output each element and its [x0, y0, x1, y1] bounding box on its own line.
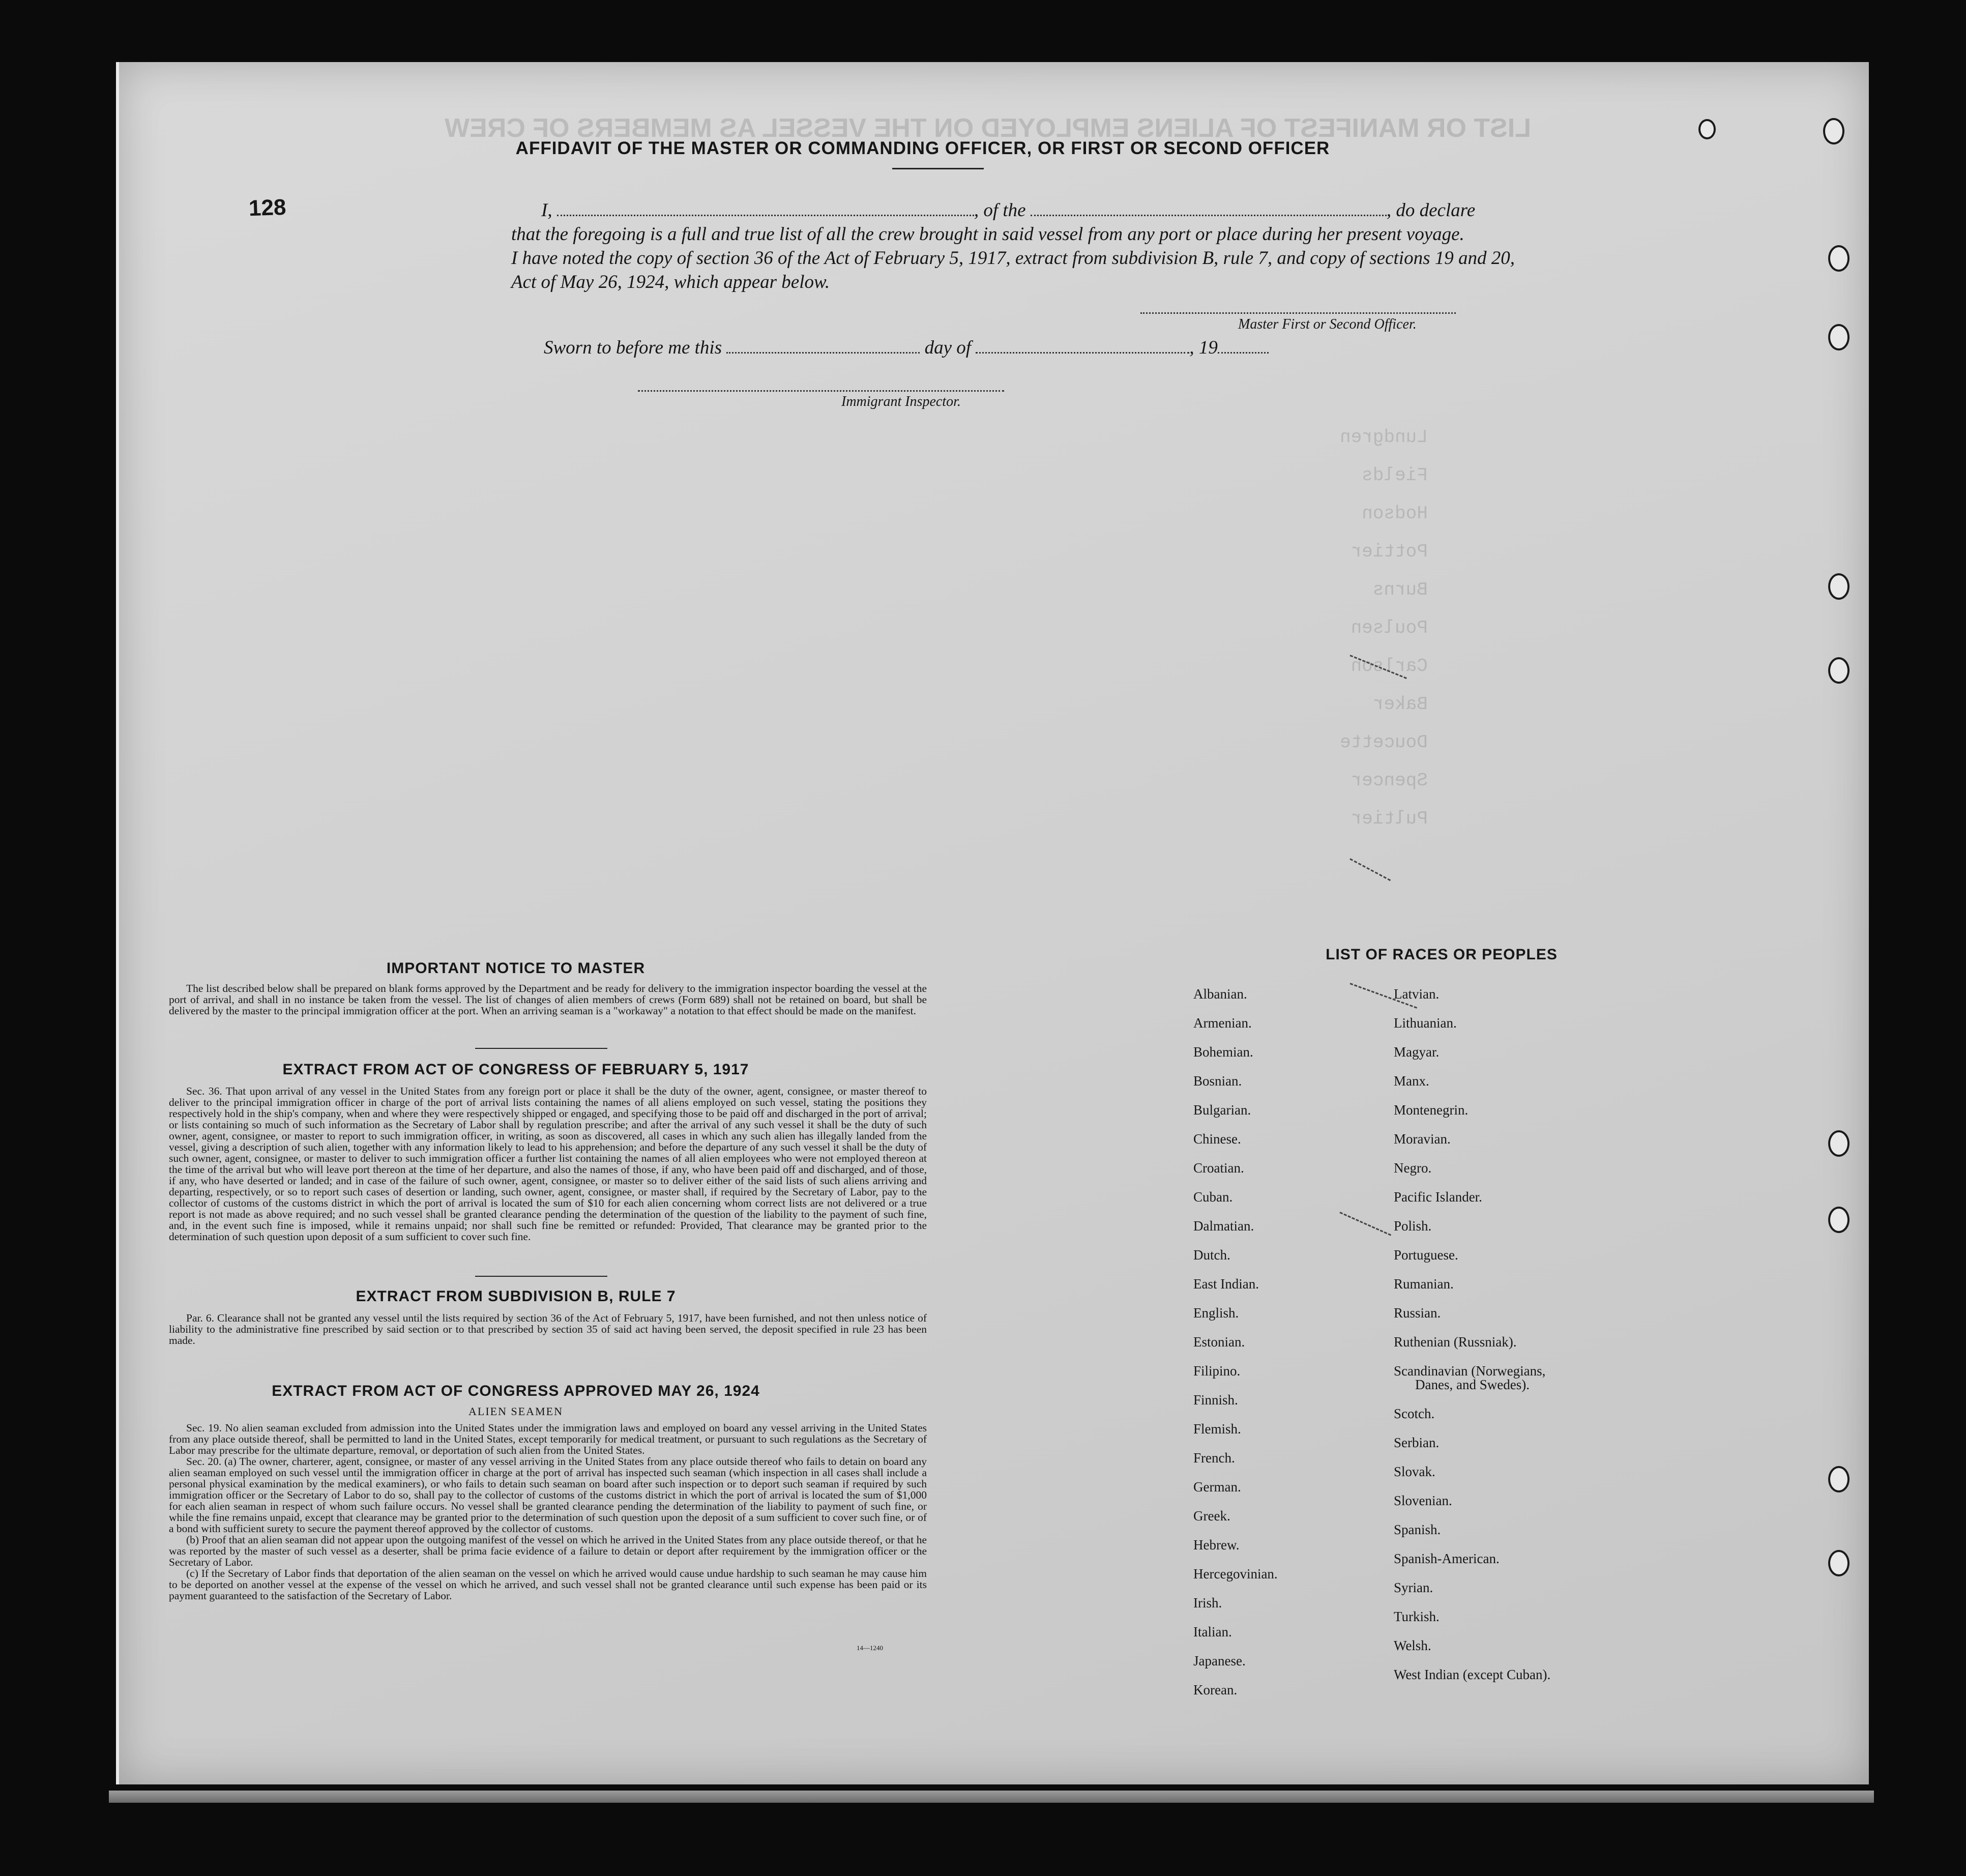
race-item: Spanish-American. [1394, 1551, 1500, 1566]
race-item: Portuguese. [1394, 1247, 1458, 1263]
notice-text [169, 983, 927, 1016]
race-item: Croatian. [1193, 1160, 1244, 1176]
sworn-label: Sworn to before me this [544, 337, 722, 358]
binder-hole [1828, 1550, 1850, 1576]
binder-hole [1828, 1130, 1850, 1157]
par-6-paragraph: Par. 6. Clearance shall not be granted any vessel until the lists required by section 36 of the Act of February 5, 1917, have been furnished, and not then unless notice of liability to the administrative fine prescribed by said section or to that prescribed by section 35 of said act having been served, the deposit specified in rule 23 has been made. [169, 1312, 927, 1346]
section-19-paragraph: Sec. 19. No alien seaman excluded from admission into the United States under the immigration laws and employed on board any vessel arriving in the United States from any place outside thereof, shall be permitted to land in the United States, except temporarily for medical treatment, or pursuant to such regulations as the Secretary of Labor may prescribe for the ultimate departure, removal, or deportation of such alien from the United States. [169, 1422, 927, 1456]
race-item: Syrian. [1394, 1580, 1433, 1595]
race-item: West Indian (except Cuban). [1394, 1667, 1551, 1682]
name-blank [557, 212, 974, 216]
alien-seamen-subtitle: ALIEN SEAMEN [468, 1405, 563, 1418]
race-item: Montenegrin. [1394, 1102, 1469, 1118]
binder-hole [1828, 245, 1850, 272]
binder-hole [1828, 1207, 1850, 1233]
vessel-blank [1031, 212, 1387, 216]
extract-1917-divider [475, 1276, 607, 1277]
inspector-signature-line [638, 390, 1004, 392]
sworn-year-blank [1218, 349, 1269, 354]
race-item: Finnish. [1193, 1392, 1238, 1408]
race-item: Albanian. [1193, 986, 1247, 1002]
title-underline [892, 168, 984, 169]
form-number: 14—1240 [857, 1644, 883, 1652]
bleed-through-header: LIST OR MANIFEST OF ALIENS EMPLOYED ON THE VESSEL AS MEMBERS OF CREW [445, 113, 1531, 143]
affidavit-line-2: that the foregoing is a full and true list of all the crew brought in said vessel from any port or place during her present voyage. [511, 224, 1464, 245]
pencil-mark [1349, 858, 1391, 881]
race-item: Dalmatian. [1193, 1218, 1254, 1234]
race-item: Moravian. [1394, 1131, 1451, 1147]
pencil-mark [1339, 1212, 1391, 1236]
race-item: Bohemian. [1193, 1044, 1253, 1060]
races-right-column [1394, 980, 1550, 1689]
day-of-label: day of [924, 337, 972, 358]
race-item: Negro. [1394, 1160, 1432, 1176]
races-left-column [1193, 980, 1278, 1705]
race-item: English. [1193, 1305, 1239, 1321]
race-item: Bulgarian. [1193, 1102, 1251, 1118]
sworn-line [544, 337, 1269, 359]
extract-1924-title: EXTRACT FROM ACT OF CONGRESS APPROVED MAY 26, 1924 [272, 1383, 760, 1399]
affidavit-line-1 [541, 199, 1475, 221]
inspector-signature-label: Immigrant Inspector. [841, 394, 961, 409]
race-item: Estonian. [1193, 1334, 1245, 1350]
race-item: Chinese. [1193, 1131, 1241, 1147]
page-number-mark: 128 [248, 194, 287, 221]
race-item: Italian. [1193, 1624, 1232, 1639]
master-signature-label: Master First or Second Officer. [1238, 316, 1417, 332]
section-36-paragraph: Sec. 36. That upon arrival of any vessel in the United States from any foreign port or place it shall be the duty of the owner, agent, consignee, or master thereof to deliver to the principal immigration officer in charge of the port of arrival lists containing the names of all aliens employed on such vessel, stating the positions they respectively hold in the ship's company, when and where they were respectively shipped or engaged, and specifying those to be paid off and discharged in the port of arrival; or lists containing so much of such information as the Secretary of Labor shall by regulation prescribe; and after the arrival of any such vessel it shall be the duty of such owner, agent, consignee, or master to report to such immigration officer, in writing, as soon as discovered, all cases in which any such alien has illegally landed from the vessel, giving a description of such alien, together with any information likely to lead to his apprehension; and before the departure of any such vessel it shall be the duty of such owner, agent, consignee, or master to deliver to such immigration officer a further list containing the names of all alien employees who were not employed thereon at the time of the arrival but who will leave port thereon at the time of her departure, and also the names of those, if any, who have been paid off and discharged, and of those, if any, who have deserted or landed; and in case of the failure of such owner, agent, consignee, or master so to deliver either of the said lists of such aliens arriving and departing, respectively, or so to report such cases of desertion or landing, such owner, agent, consignee, or master shall, if required by the Secretary of Labor, pay to the collector of customs of the customs district in which the port of arrival is located the sum of $10 for each alien concerning whom correct lists are not delivered or a true report is not made as above required; and no such vessel shall be granted clearance pending the determination of the question of the liability to the payment of such fine, and, in the event such fine is imposed, while it remains unpaid; nor shall such fine be remitted or refunded: Provided, That clearance may be granted prior to the determination of such question upon deposit of a sum sufficient to cover such fine. [169, 1085, 927, 1243]
race-item: Danes, and Swedes). [1415, 1377, 1530, 1392]
do-declare-label: , do declare [1386, 200, 1476, 221]
race-item: Bosnian. [1193, 1073, 1242, 1089]
section-20a-paragraph: Sec. 20. (a) The owner, charterer, agent, consignee, or master of any vessel arriving in the United States from any place outside thereof who fails to detain on board any alien seaman employed on such vessel until the immigration officer in charge at the port of arrival has inspected such seaman (which inspection in all cases shall include a personal physical examination by the medical examiners), or who fails to detain such seaman on board after such inspection or to deport such seaman if required by such immigration officer or the Secretary of Labor to do so, shall pay to the collector of customs of the customs district in which the port of arrival is located the sum of $1,000 for each alien seaman in respect of whom such failure occurs. No vessel shall be granted clearance pending the determination of the liability to payment of such fine, or while the fine remains unpaid, except that clearance may be granted prior to the determination of such question upon the deposit of a sum sufficient to cover such fine, or of a bond with sufficient surety to secure the payment thereof approved by the collector of customs. [169, 1455, 927, 1535]
notice-paragraph: The list described below shall be prepared on blank forms approved by the Department and be ready for delivery to the immigration inspector boarding the vessel at the port of arrival, and shall in no instance be taken from the vessel. The list of changes of alien members of crews (Form 689) shall not be retained on board, but shall be delivered by the master to the principal immigration officer at the port. When an arriving seaman is a "workaway" a notation to that effect should be made on the manifest. [169, 982, 927, 1017]
of-the-label: , of the [974, 200, 1026, 221]
race-item: Filipino. [1193, 1363, 1241, 1379]
race-item: Flemish. [1193, 1421, 1241, 1437]
section-20c-paragraph: (c) If the Secretary of Labor finds that deportation of the alien seaman on the vessel on which he arrived would cause undue hardship to such seaman he may cause him to be deported on another vessel at the expense of the vessel on which he arrived, and such vessel shall not be granted clearance until such expense has been paid or its payment guaranteed to the satisfaction of the Secretary of Labor. [169, 1567, 927, 1602]
race-item: Scandinavian (Norwegians, [1394, 1363, 1546, 1379]
race-item: Polish. [1394, 1218, 1432, 1234]
race-item: Scotch. [1394, 1406, 1435, 1421]
race-item: Turkish. [1394, 1609, 1440, 1624]
race-item: Slovenian. [1394, 1493, 1452, 1508]
race-item: German. [1193, 1479, 1241, 1494]
bleed-through-names: Lundgren Fields Hodson Pottier Burns Poulsen Carlson Baker Doucette Spencer Pultier [1340, 427, 1428, 829]
race-item: Japanese. [1193, 1653, 1246, 1668]
master-signature-line [1140, 312, 1456, 314]
race-item: Russian. [1394, 1305, 1441, 1321]
race-item: Irish. [1193, 1595, 1222, 1610]
subdivision-b-title: EXTRACT FROM SUBDIVISION B, RULE 7 [356, 1288, 676, 1305]
race-item: Welsh. [1394, 1638, 1431, 1653]
race-item: Korean. [1193, 1682, 1238, 1697]
notice-divider [475, 1048, 607, 1049]
affidavit-line-3: I have noted the copy of section 36 of the Act of February 5, 1917, extract from subdivision B, rule 7, and copy of sections 19 and 20, [511, 248, 1515, 269]
affidavit-title: AFFIDAVIT OF THE MASTER OR COMMANDING OFFICER, OR FIRST OR SECOND OFFICER [515, 138, 1330, 158]
race-item: Hercegovinian. [1193, 1566, 1278, 1581]
race-item: Lithuanian. [1394, 1015, 1457, 1031]
affidavit-i-label: I, [541, 200, 552, 221]
race-item: Dutch. [1193, 1247, 1230, 1263]
race-item: Magyar. [1394, 1044, 1440, 1060]
race-item: Slovak. [1394, 1464, 1435, 1479]
race-item: Latvian. [1394, 986, 1440, 1002]
binder-hole [1828, 324, 1850, 350]
extract-1917-text [169, 1086, 927, 1242]
binder-hole [1698, 119, 1716, 139]
binder-hole [1828, 657, 1850, 684]
race-item: Hebrew. [1193, 1537, 1240, 1552]
section-20b-paragraph: (b) Proof that an alien seaman did not appear upon the outgoing manifest of the vessel on which he arrived in the United States from any place outside thereof, or that he was reported by the master of such vessel as a deserter, shall be prima facie evidence of a failure to detain or deport after requirement by the immigration officer or the Secretary of Labor. [169, 1534, 927, 1568]
sworn-month-blank [976, 349, 1189, 354]
extract-1924-text [169, 1422, 927, 1601]
race-item: Rumanian. [1394, 1276, 1454, 1292]
race-item: Serbian. [1394, 1435, 1440, 1450]
notice-title: IMPORTANT NOTICE TO MASTER [386, 960, 645, 977]
races-title: LIST OF RACES OR PEOPLES [1326, 946, 1558, 963]
sworn-day-blank [726, 349, 920, 354]
binder-hole [1828, 573, 1850, 600]
subdivision-b-text [169, 1312, 927, 1346]
race-item: Armenian. [1193, 1015, 1252, 1031]
race-item: Pacific Islander. [1394, 1189, 1482, 1205]
race-item: Manx. [1394, 1073, 1429, 1089]
race-item: Greek. [1193, 1508, 1230, 1523]
affidavit-line-4: Act of May 26, 1924, which appear below. [511, 272, 830, 292]
extract-1917-title: EXTRACT FROM ACT OF CONGRESS OF FEBRUARY 5, 1917 [282, 1061, 749, 1078]
year-label: , 19 [1189, 337, 1218, 358]
race-item: Spanish. [1394, 1522, 1441, 1537]
binder-hole [1828, 1466, 1850, 1492]
race-item: East Indian. [1193, 1276, 1259, 1292]
race-item: Ruthenian (Russniak). [1394, 1334, 1517, 1350]
document-page [116, 62, 1869, 1784]
binder-hole [1823, 118, 1844, 144]
race-item: Cuban. [1193, 1189, 1233, 1205]
race-item: French. [1193, 1450, 1235, 1465]
